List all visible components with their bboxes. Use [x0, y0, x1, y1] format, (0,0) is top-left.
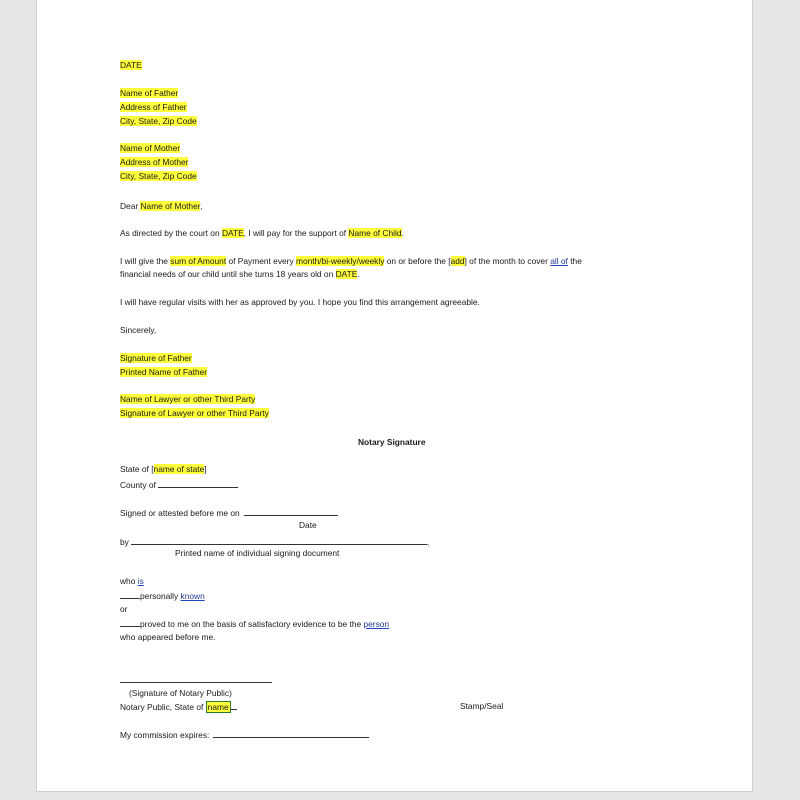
father-city: City, State, Zip Code — [120, 116, 197, 126]
notary-public-line: Notary Public, State of name — [120, 700, 237, 713]
state-line: State of [name of state] — [120, 464, 207, 474]
document-page — [36, 0, 753, 792]
or-line: or — [120, 604, 128, 614]
notary-title: Notary Signature — [358, 437, 426, 447]
father-printed-name: Printed Name of Father — [120, 367, 208, 377]
salutation: Dear Name of Mother, — [120, 201, 203, 211]
paragraph-payment-line1: I will give the sum of Amount of Payment every month/bi-weekly/weekly on or before the [add] of the month to cover all of the — [120, 256, 582, 266]
father-signature: Signature of Father — [120, 353, 192, 363]
date-placeholder[interactable]: DATE — [120, 60, 142, 70]
county-blank[interactable] — [158, 478, 238, 488]
paragraph-court: As directed by the court on DATE, I will pay for the support of Name of Child. — [120, 228, 404, 238]
signed-line: Signed or attested before me on — [120, 506, 338, 519]
notary-signature-line[interactable] — [120, 682, 272, 683]
mother-name: Name of Mother — [120, 143, 181, 153]
appeared-line: who appeared before me. — [120, 632, 216, 642]
mother-address: Address of Mother — [120, 157, 189, 167]
proved-line: proved to me on the basis of satisfactory evidence to be the person — [120, 617, 389, 630]
personally-known-blank[interactable] — [120, 589, 140, 599]
county-line: County of — [120, 478, 238, 491]
notary-signature-caption: (Signature of Notary Public) — [129, 688, 232, 698]
lawyer-signature: Signature of Lawyer or other Third Party — [120, 408, 269, 418]
who-is-line: who is — [120, 576, 144, 586]
paragraph-visits: I will have regular visits with her as approved by you. I hope you find this arrangement agreeable. — [120, 297, 480, 307]
closing: Sincerely, — [120, 325, 157, 335]
stamp-seal-label: Stamp/Seal — [460, 701, 504, 711]
paragraph-payment-line2: financial needs of our child until she turns 18 years old on DATE. — [120, 269, 360, 279]
proved-blank[interactable] — [120, 617, 140, 627]
commission-line: My commission expires: — [120, 728, 369, 741]
signed-date-blank[interactable] — [244, 506, 338, 516]
printed-name-caption: Printed name of individual signing document — [175, 548, 340, 558]
notary-state-name[interactable]: name — [207, 702, 229, 712]
by-line: by , — [120, 537, 430, 547]
commission-blank[interactable] — [213, 728, 369, 738]
father-name: Name of Father — [120, 88, 179, 98]
date-caption: Date — [299, 520, 317, 530]
father-address: Address of Father — [120, 102, 187, 112]
lawyer-name: Name of Lawyer or other Third Party — [120, 394, 256, 404]
personally-known-line: personally known — [120, 589, 205, 602]
signer-name-blank[interactable] — [131, 535, 427, 545]
date-line — [120, 59, 142, 71]
mother-city: City, State, Zip Code — [120, 171, 197, 181]
